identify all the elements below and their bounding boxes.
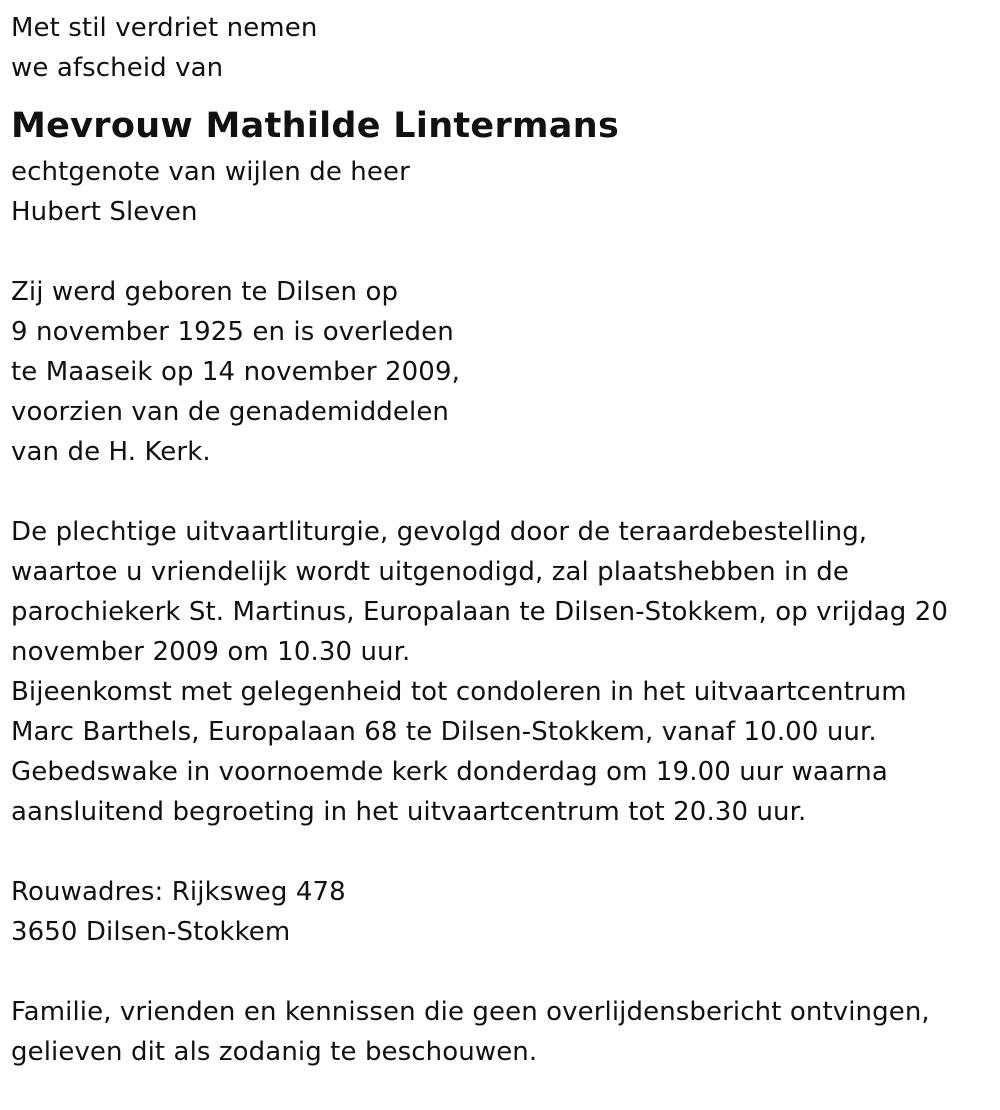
spouse-line-1: echtgenote van wijlen de heer — [11, 157, 410, 187]
spacer — [11, 472, 1000, 512]
ceremony-line-1: De plechtige uitvaartliturgie, gevolgd door de teraardebestelling, — [11, 517, 868, 547]
intro-line-2: we afscheid van — [11, 53, 224, 83]
spacer — [11, 832, 1000, 872]
closing-line-2: gelieven dit als zodanig te beschouwen. — [11, 1037, 538, 1067]
birth-death-line-2: 9 november 1925 en is overleden — [11, 317, 454, 347]
ceremony-line-4: november 2009 om 10.30 uur. — [11, 637, 411, 667]
address-line-1: Rouwadres: Rijksweg 478 — [11, 877, 346, 907]
birth-death-line-5: van de H. Kerk. — [11, 437, 211, 467]
closing-line-1: Familie, vrienden en kennissen die geen overlijdensbericht ontvingen, — [11, 997, 930, 1027]
intro-line-1: Met stil verdriet nemen — [11, 13, 318, 43]
ceremony-line-6: Marc Barthels, Europalaan 68 te Dilsen-Stokkem, vanaf 10.00 uur. — [11, 717, 877, 747]
ceremony-line-3: parochiekerk St. Martinus, Europalaan te Dilsen-Stokkem, op vrijdag 20 — [11, 597, 948, 627]
spouse-line-2: Hubert Sleven — [11, 197, 198, 227]
ceremony-line-5: Bijeenkomst met gelegenheid tot condoleren in het uitvaartcentrum — [11, 677, 907, 707]
ceremony-line-2: waartoe u vriendelijk wordt uitgenodigd, zal plaatshebben in de — [11, 557, 849, 587]
ceremony-line-7: Gebedswake in voornoemde kerk donderdag om 19.00 uur waarna — [11, 757, 888, 787]
spacer — [11, 952, 1000, 992]
ceremony-line-8: aansluitend begroeting in het uitvaartcentrum tot 20.30 uur. — [11, 797, 807, 827]
birth-death-line-1: Zij werd geboren te Dilsen op — [11, 277, 399, 307]
spacer — [11, 232, 1000, 272]
birth-death-line-3: te Maaseik op 14 november 2009, — [11, 357, 460, 387]
deceased-name: Mevrouw Mathilde Lintermans — [11, 106, 620, 146]
birth-death-line-4: voorzien van de genademiddelen — [11, 397, 449, 427]
address-line-2: 3650 Dilsen-Stokkem — [11, 917, 291, 947]
